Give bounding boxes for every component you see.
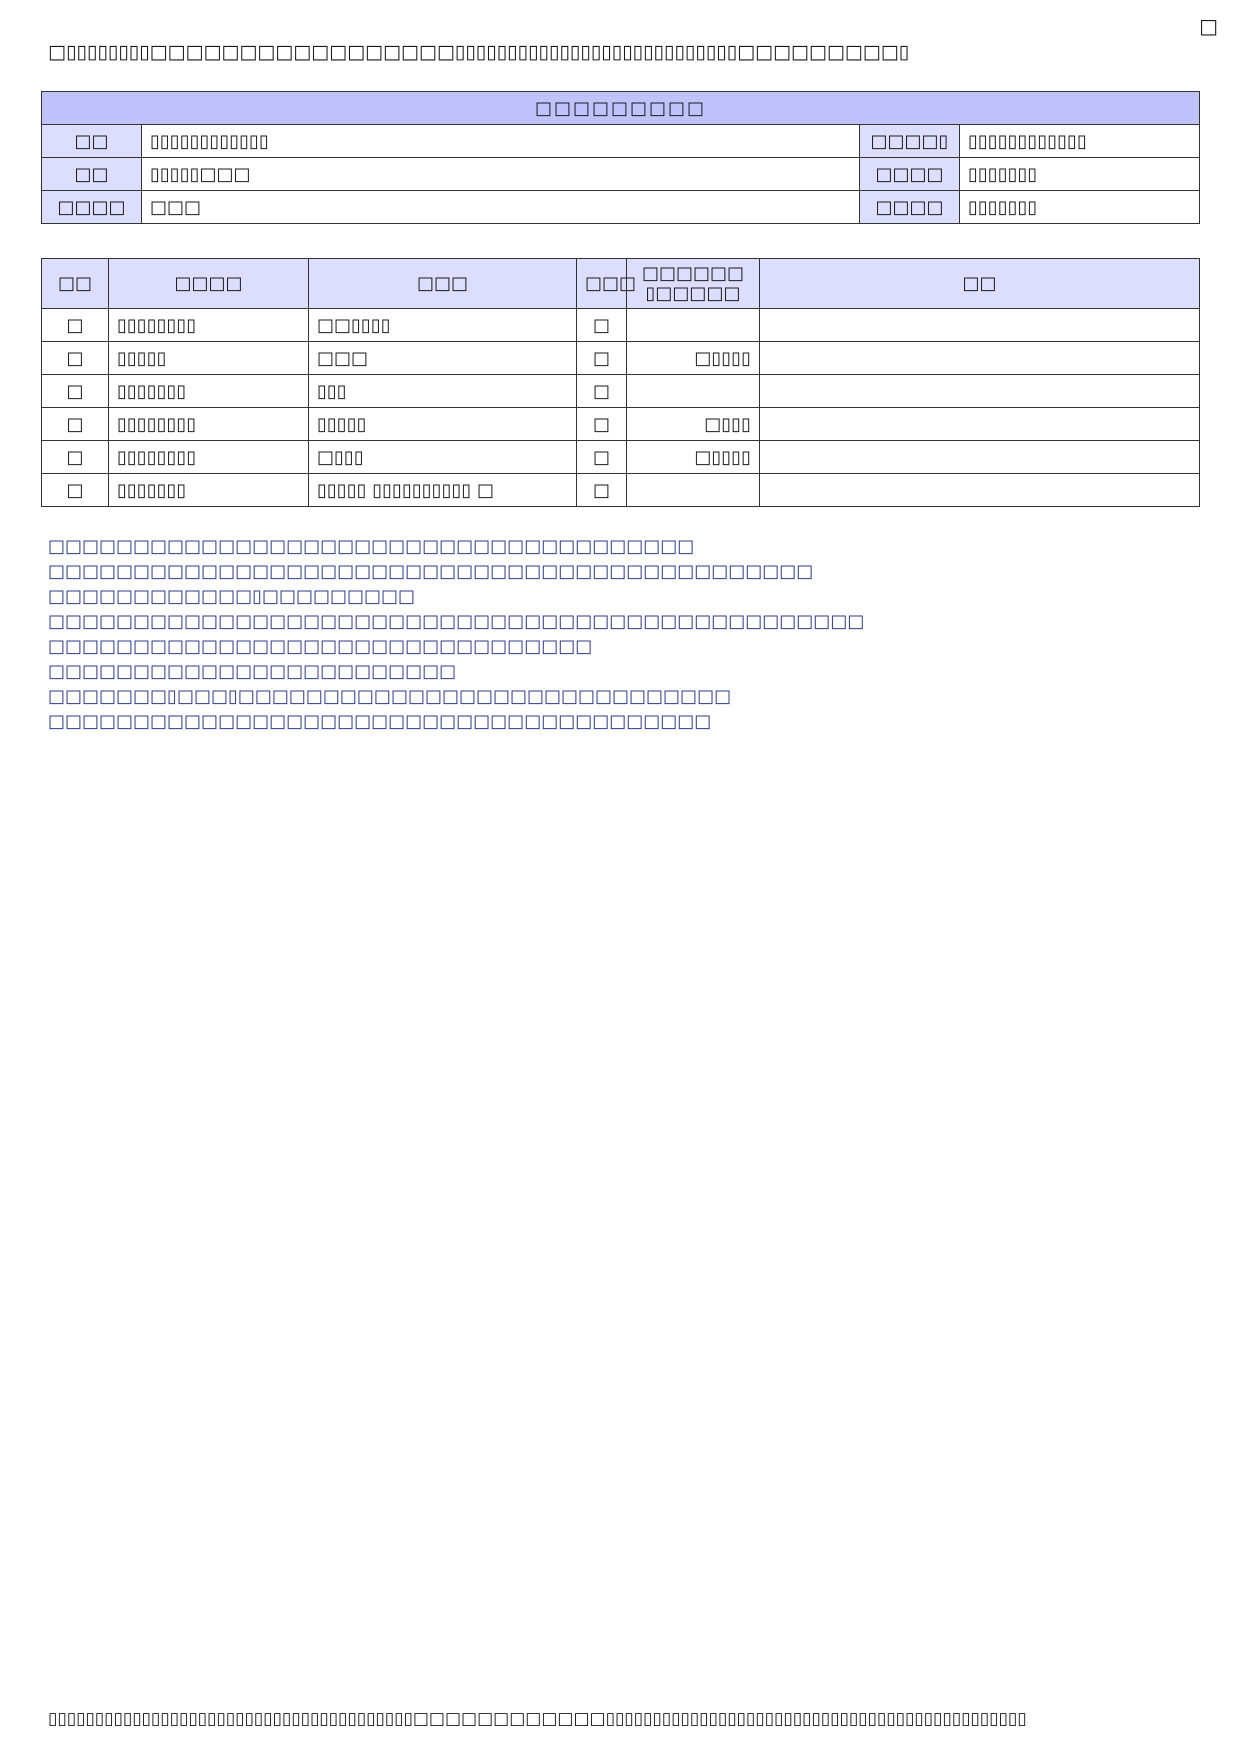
cell-flag: □: [577, 441, 627, 474]
cell-amount: [627, 474, 760, 507]
cell-note: [760, 441, 1200, 474]
note-line: □□□□□□□□□□□□□□□□□□□□□□□□: [48, 661, 457, 682]
cell-amount: □▯▯▯▯: [627, 441, 760, 474]
note-line: □□□□□□□□□□□□□□□□□□□□□□□□□□□□□□□□□□□□□□□□□□□□□□□□: [48, 611, 865, 632]
cell-amount: [627, 309, 760, 342]
cell-flag: □: [577, 342, 627, 375]
note-line: □□□□□□□□□□□□□□□□□□□□□□□□□□□□□□□□□□□□□□□: [48, 711, 712, 732]
history-table: [41, 258, 1200, 507]
info-label-right: □□□□▯: [860, 125, 960, 158]
cell-item: ▯▯▯▯▯: [309, 408, 577, 441]
note-line: □□□□□□□▯□□□▯□□□□□□□□□□□□□□□□□□□□□□□□□□□□□: [48, 686, 732, 707]
header-no: □□: [42, 259, 109, 309]
cell-note: [760, 342, 1200, 375]
history-header-row: [42, 259, 1200, 309]
table-row: [42, 408, 1200, 441]
info-value: ▯▯▯▯▯▯▯▯▯▯▯▯: [142, 125, 860, 158]
table-row: [42, 441, 1200, 474]
info-table: [41, 91, 1200, 224]
cell-no: □: [42, 474, 109, 507]
info-label-right: □□□□: [860, 158, 960, 191]
info-value: ▯▯▯▯▯□□□: [142, 158, 860, 191]
cell-note: [760, 375, 1200, 408]
cell-item: ▯▯▯▯▯ ▯▯▯▯▯▯▯▯▯▯ □: [309, 474, 577, 507]
corner-mark: □: [1199, 14, 1218, 38]
note-line: □□□□□□□□□□□□□□□□□□□□□□□□□□□□□□□□□□□□□□: [48, 536, 695, 557]
table-row: [42, 474, 1200, 507]
cell-no: □: [42, 408, 109, 441]
info-label-right: □□□□: [860, 191, 960, 224]
info-row: [42, 125, 1200, 158]
info-label: □□: [42, 125, 142, 158]
cell-flag: □: [577, 309, 627, 342]
info-row: [42, 158, 1200, 191]
cell-item: ▯▯▯: [309, 375, 577, 408]
cell-flag: □: [577, 474, 627, 507]
cell-date: ▯▯▯▯▯▯▯: [109, 474, 309, 507]
note-line: □□□□□□□□□□□□▯□□□□□□□□□: [48, 586, 416, 607]
cell-flag: □: [577, 408, 627, 441]
cell-amount: □▯▯▯: [627, 408, 760, 441]
info-value-right: ▯▯▯▯▯▯▯: [960, 191, 1200, 224]
cell-amount: [627, 375, 760, 408]
cell-flag: □: [577, 375, 627, 408]
cell-date: ▯▯▯▯▯▯▯▯: [109, 408, 309, 441]
info-value: □□□: [142, 191, 860, 224]
note-line: □□□□□□□□□□□□□□□□□□□□□□□□□□□□□□□□□□□□□□□□□□□□□: [48, 561, 814, 582]
note-line: □□□□□□□□□□□□□□□□□□□□□□□□□□□□□□□□: [48, 636, 593, 657]
info-value-right: ▯▯▯▯▯▯▯: [960, 158, 1200, 191]
header-flag: □□□: [577, 259, 627, 309]
table-row: [42, 342, 1200, 375]
notes-section: [48, 534, 1198, 734]
cell-date: ▯▯▯▯▯▯▯▯: [109, 441, 309, 474]
info-table-caption: □□□□□□□□□: [42, 92, 1200, 125]
page-footer: ▯▯▯▯▯▯▯▯▯▯▯▯▯▯▯▯▯▯▯▯▯▯▯▯▯▯▯▯▯▯▯▯▯▯▯▯▯▯▯□□□□□□□□□□□□▯▯▯▯▯▯▯▯▯▯▯▯▯▯▯▯▯▯▯▯▯▯▯▯▯▯▯▯▯▯▯▯▯▯▯▯▯▯▯▯▯▯▯▯▯: [48, 1709, 1027, 1729]
document-title: □▯▯▯▯▯▯▯▯□□□□□□□□□□□□□□□□□▯▯▯▯▯▯▯▯▯▯▯▯▯▯▯▯▯▯▯▯▯▯▯▯▯▯▯□□□□□□□□□▯: [48, 41, 910, 63]
cell-no: □: [42, 441, 109, 474]
cell-no: □: [42, 375, 109, 408]
cell-date: ▯▯▯▯▯▯▯: [109, 375, 309, 408]
header-note: □□: [760, 259, 1200, 309]
cell-no: □: [42, 342, 109, 375]
table-row: [42, 309, 1200, 342]
info-table-caption-row: [42, 92, 1200, 125]
header-date: □□□□: [109, 259, 309, 309]
info-label: □□□□: [42, 191, 142, 224]
cell-date: ▯▯▯▯▯▯▯▯: [109, 309, 309, 342]
header-item: □□□: [309, 259, 577, 309]
cell-item: □□▯▯▯▯: [309, 309, 577, 342]
header-amount: □□□□□□ ▯□□□□□: [627, 259, 760, 309]
cell-date: ▯▯▯▯▯: [109, 342, 309, 375]
cell-amount: □▯▯▯▯: [627, 342, 760, 375]
cell-item: □▯▯▯: [309, 441, 577, 474]
cell-note: [760, 474, 1200, 507]
cell-note: [760, 309, 1200, 342]
cell-item: □□□: [309, 342, 577, 375]
info-value-right: ▯▯▯▯▯▯▯▯▯▯▯▯: [960, 125, 1200, 158]
info-row: [42, 191, 1200, 224]
cell-no: □: [42, 309, 109, 342]
info-label: □□: [42, 158, 142, 191]
table-row: [42, 375, 1200, 408]
cell-note: [760, 408, 1200, 441]
